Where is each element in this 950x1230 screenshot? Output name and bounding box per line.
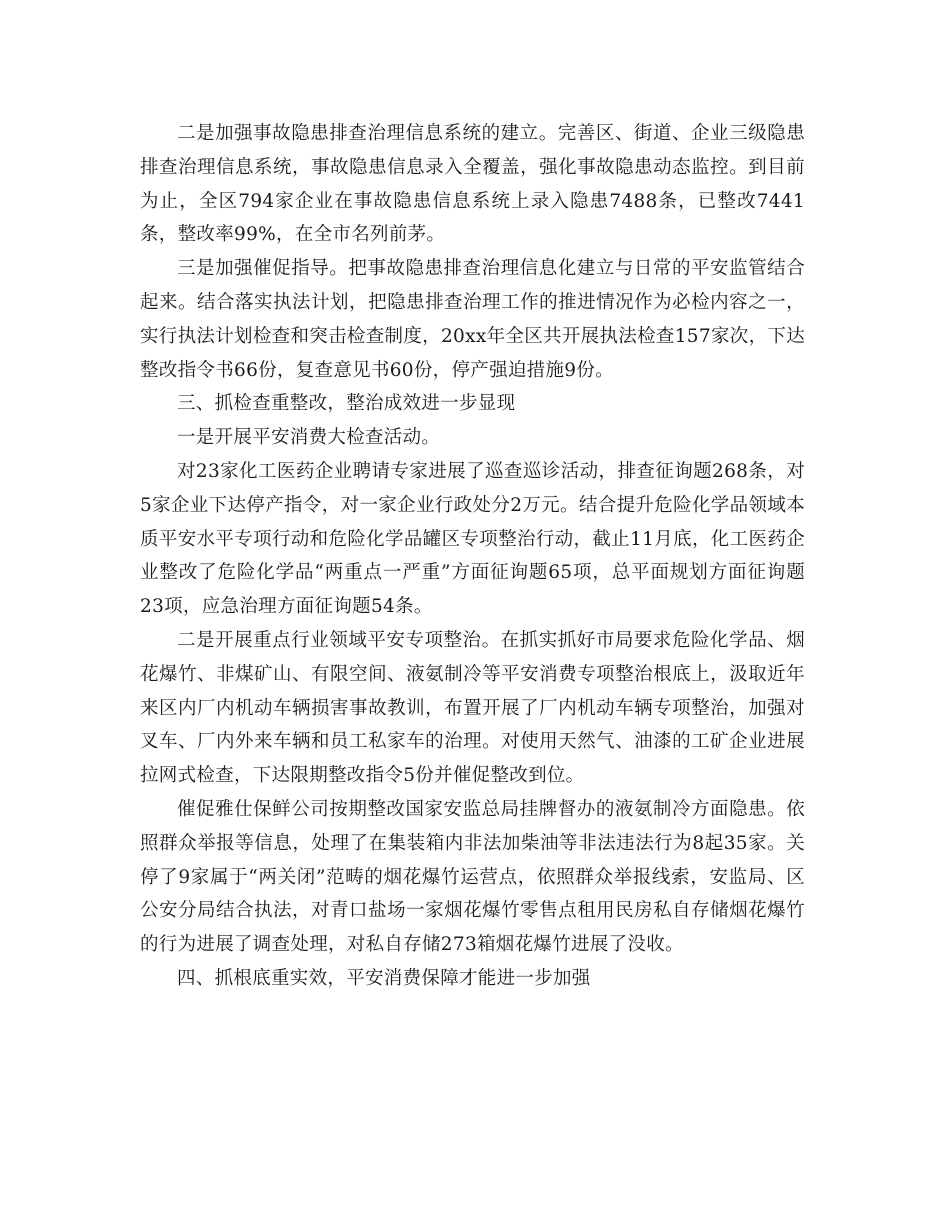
- paragraph-ammonia-fireworks: 催促雅仕保鲜公司按期整改国家安监总局挂牌督办的液氨制冷方面隐患。依照群众举报等信息，处理了在集装箱内非法加柴油等非法违法行为8起35家。关停了9家属于“两关闭”范畴的烟花爆竹运营点，依照群众举报线索，安监局、区公安分局结合执法，对青口盐场一家烟花爆竹零售点租用民房私自存储烟花爆竹的行为进展了调查处理，对私自存储273箱烟花爆竹进展了没收。: [140, 798, 805, 956]
- paragraph-supervision-guidance: 三是加强催促指导。把事故隐患排查治理信息化建立与日常的平安监管结合起来。结合落实执法计划，把隐患排查治理工作的推进情况作为必检内容之一，实行执法计划检查和突击检查制度，20xx年全区共开展执法检查157家次，下达整改指令书66份，复查意见书60份，停产强迫措施9份。: [140, 258, 805, 381]
- paragraph-chemical-enterprises: 对23家化工医药企业聘请专家进展了巡查巡诊活动，排查征询题268条，对5家企业下达停产指令，对一家企业行政处分2万元。结合提升危险化学品领域本质平安水平专项行动和危险化学品罐区专项整治行动，截止11月底，化工医药企业整改了危险化学品“两重点一严重”方面征询题65项，总平面规划方面征询题23项，应急治理方面征询题54条。: [140, 460, 805, 618]
- document-body: [140, 117, 805, 996]
- paragraph-special-rectification: 二是开展重点行业领域平安专项整治。在抓实抓好市局要求危险化学品、烟花爆竹、非煤矿山、有限空间、液氨制冷等平安消费专项整治根底上，汲取近年来区内厂内机动车辆损害事故教训，布置开展了厂内机动车辆专项整治，加强对叉车、厂内外来车辆和员工私家车的治理。对使用天然气、油漆的工矿企业进展拉网式检查，下达限期整改指令5份并催促整改到位。: [140, 629, 805, 787]
- paragraph-safety-inspection-title: 一是开展平安消费大检查活动。: [177, 427, 441, 449]
- paragraph-info-system: 二是加强事故隐患排查治理信息系统的建立。完善区、街道、企业三级隐患排查治理信息系统，事故隐患信息录入全覆盖，强化事故隐患动态监控。到目前为止，全区794家企业在事故隐患信息系统上录入隐患7488条，已整改7441条，整改率99%，在全市名列前茅。: [140, 123, 805, 246]
- section-heading-inspection: 三、抓检查重整改，整治成效进一步显现: [177, 393, 516, 415]
- section-heading-foundation: 四、抓根底重实效，平安消费保障才能进一步加强: [177, 967, 591, 989]
